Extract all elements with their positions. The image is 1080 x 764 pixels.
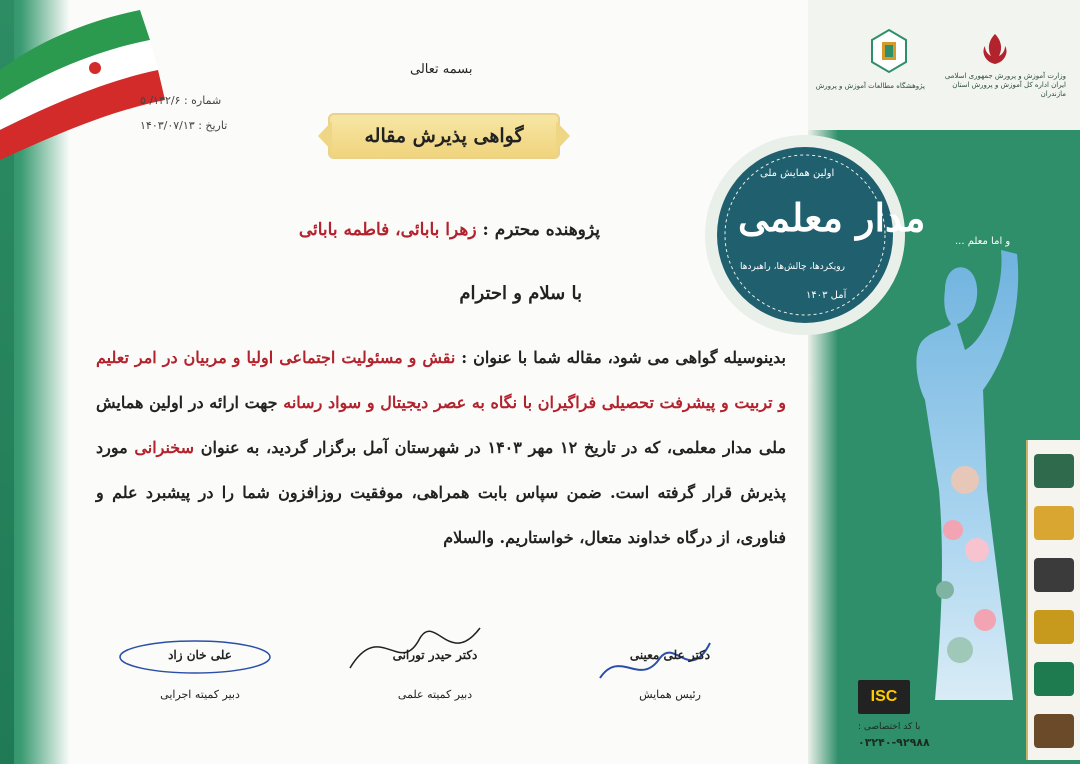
letter-number-label: شماره : bbox=[183, 94, 222, 107]
partner-logos-column bbox=[1026, 440, 1080, 760]
basmala: بسمه تعالی bbox=[410, 62, 473, 77]
ministry-emblem-icon bbox=[975, 30, 1015, 70]
greeting: با سلام و احترام bbox=[459, 283, 582, 304]
signer-role: دبیر کمیته علمی bbox=[397, 688, 473, 701]
conference-subtitle: اولین همایش ملی bbox=[760, 168, 835, 179]
conference-sub-items: رویکردها، چالش‌ها، راهبردها bbox=[740, 262, 845, 272]
ministry-text: وزارت آموزش و پرورش جمهوری اسلامی ایران اداره کل آموزش و پرورش استان مازندران bbox=[944, 72, 1066, 98]
right-top-header bbox=[808, 0, 1080, 130]
organization-text: پژوهشگاه مطالعات آموزش و پرورش bbox=[815, 82, 925, 90]
body-intro: بدینوسیله گواهی می شود، مقاله شما با عنوان : bbox=[461, 348, 786, 367]
organization-logo-icon bbox=[868, 28, 910, 74]
body-closing: مورد پذیرش قرار گرفته است. ضمن سپاس بابت همراهی، موفقیت روزافزون شما را در پیشبرد علم و فناوری، از درگاه خداوند متعال، خواستاریم. والسلام bbox=[96, 438, 786, 547]
certificate-title-banner: گواهی پذیرش مقاله bbox=[328, 113, 560, 159]
signature-executive bbox=[120, 648, 280, 701]
certificate-body bbox=[96, 335, 786, 560]
isc-code: ۰۳۲۴۰-۹۲۹۸۸ bbox=[858, 736, 930, 749]
signer-name: علی خان زاد bbox=[168, 648, 232, 662]
student-silhouette-image bbox=[905, 230, 1025, 710]
letter-date-value: ۱۴۰۳/۰۷/۱۳ bbox=[140, 119, 195, 132]
partner-logo-4-icon bbox=[1034, 610, 1074, 644]
partner-logo-5-icon bbox=[1034, 662, 1074, 696]
conference-city-year: آمل ۱۴۰۳ bbox=[806, 290, 847, 301]
signer-name: دکتر علی معینی bbox=[629, 648, 711, 662]
body-middle: جهت ارائه در اولین همایش ملی مدار معلمی، که در تاریخ ۱۲ مهر ۱۴۰۳ در شهرستان آمل برگزار گردید، به عنوان bbox=[96, 393, 787, 457]
letter-number bbox=[140, 94, 221, 107]
conference-brand: مدار معلمی bbox=[738, 195, 926, 240]
signer-role: دبیر کمیته اجرایی bbox=[160, 688, 240, 701]
signature-scientific bbox=[355, 648, 515, 701]
partner-logo-2-icon bbox=[1034, 506, 1074, 540]
recipient-line bbox=[200, 220, 600, 240]
letter-date bbox=[140, 119, 227, 132]
slogan-text: و اما معلم ... bbox=[955, 236, 1011, 247]
isc-logo: ISC bbox=[858, 680, 910, 714]
letter-date-label: تاریخ : bbox=[198, 119, 228, 132]
isc-code-label: با کد اختصاصی : bbox=[858, 722, 921, 732]
partner-logo-1-icon bbox=[1034, 454, 1074, 488]
recipient-label: پژوهنده محترم : bbox=[482, 220, 600, 240]
partner-logo-6-icon bbox=[1034, 714, 1074, 748]
presentation-type: سخنرانی bbox=[134, 438, 195, 457]
signature-chair bbox=[590, 648, 750, 701]
article-title: نقش و مسئولیت اجتماعی اولیا و مربیان در امر تعلیم و تربیت و پیشرفت تحصیلی فراگیران با نگاه به عصر دیجیتال و سواد رسانه bbox=[96, 348, 786, 412]
letter-number-value: ۱۳۲/۶/ ۵ bbox=[140, 94, 181, 107]
signer-name: دکتر حیدر تورانی bbox=[392, 648, 478, 662]
signer-role: رئیس همایش bbox=[639, 688, 701, 701]
partner-logo-3-icon bbox=[1034, 558, 1074, 592]
recipient-name: زهرا بابائی، فاطمه بابائی bbox=[298, 220, 477, 240]
